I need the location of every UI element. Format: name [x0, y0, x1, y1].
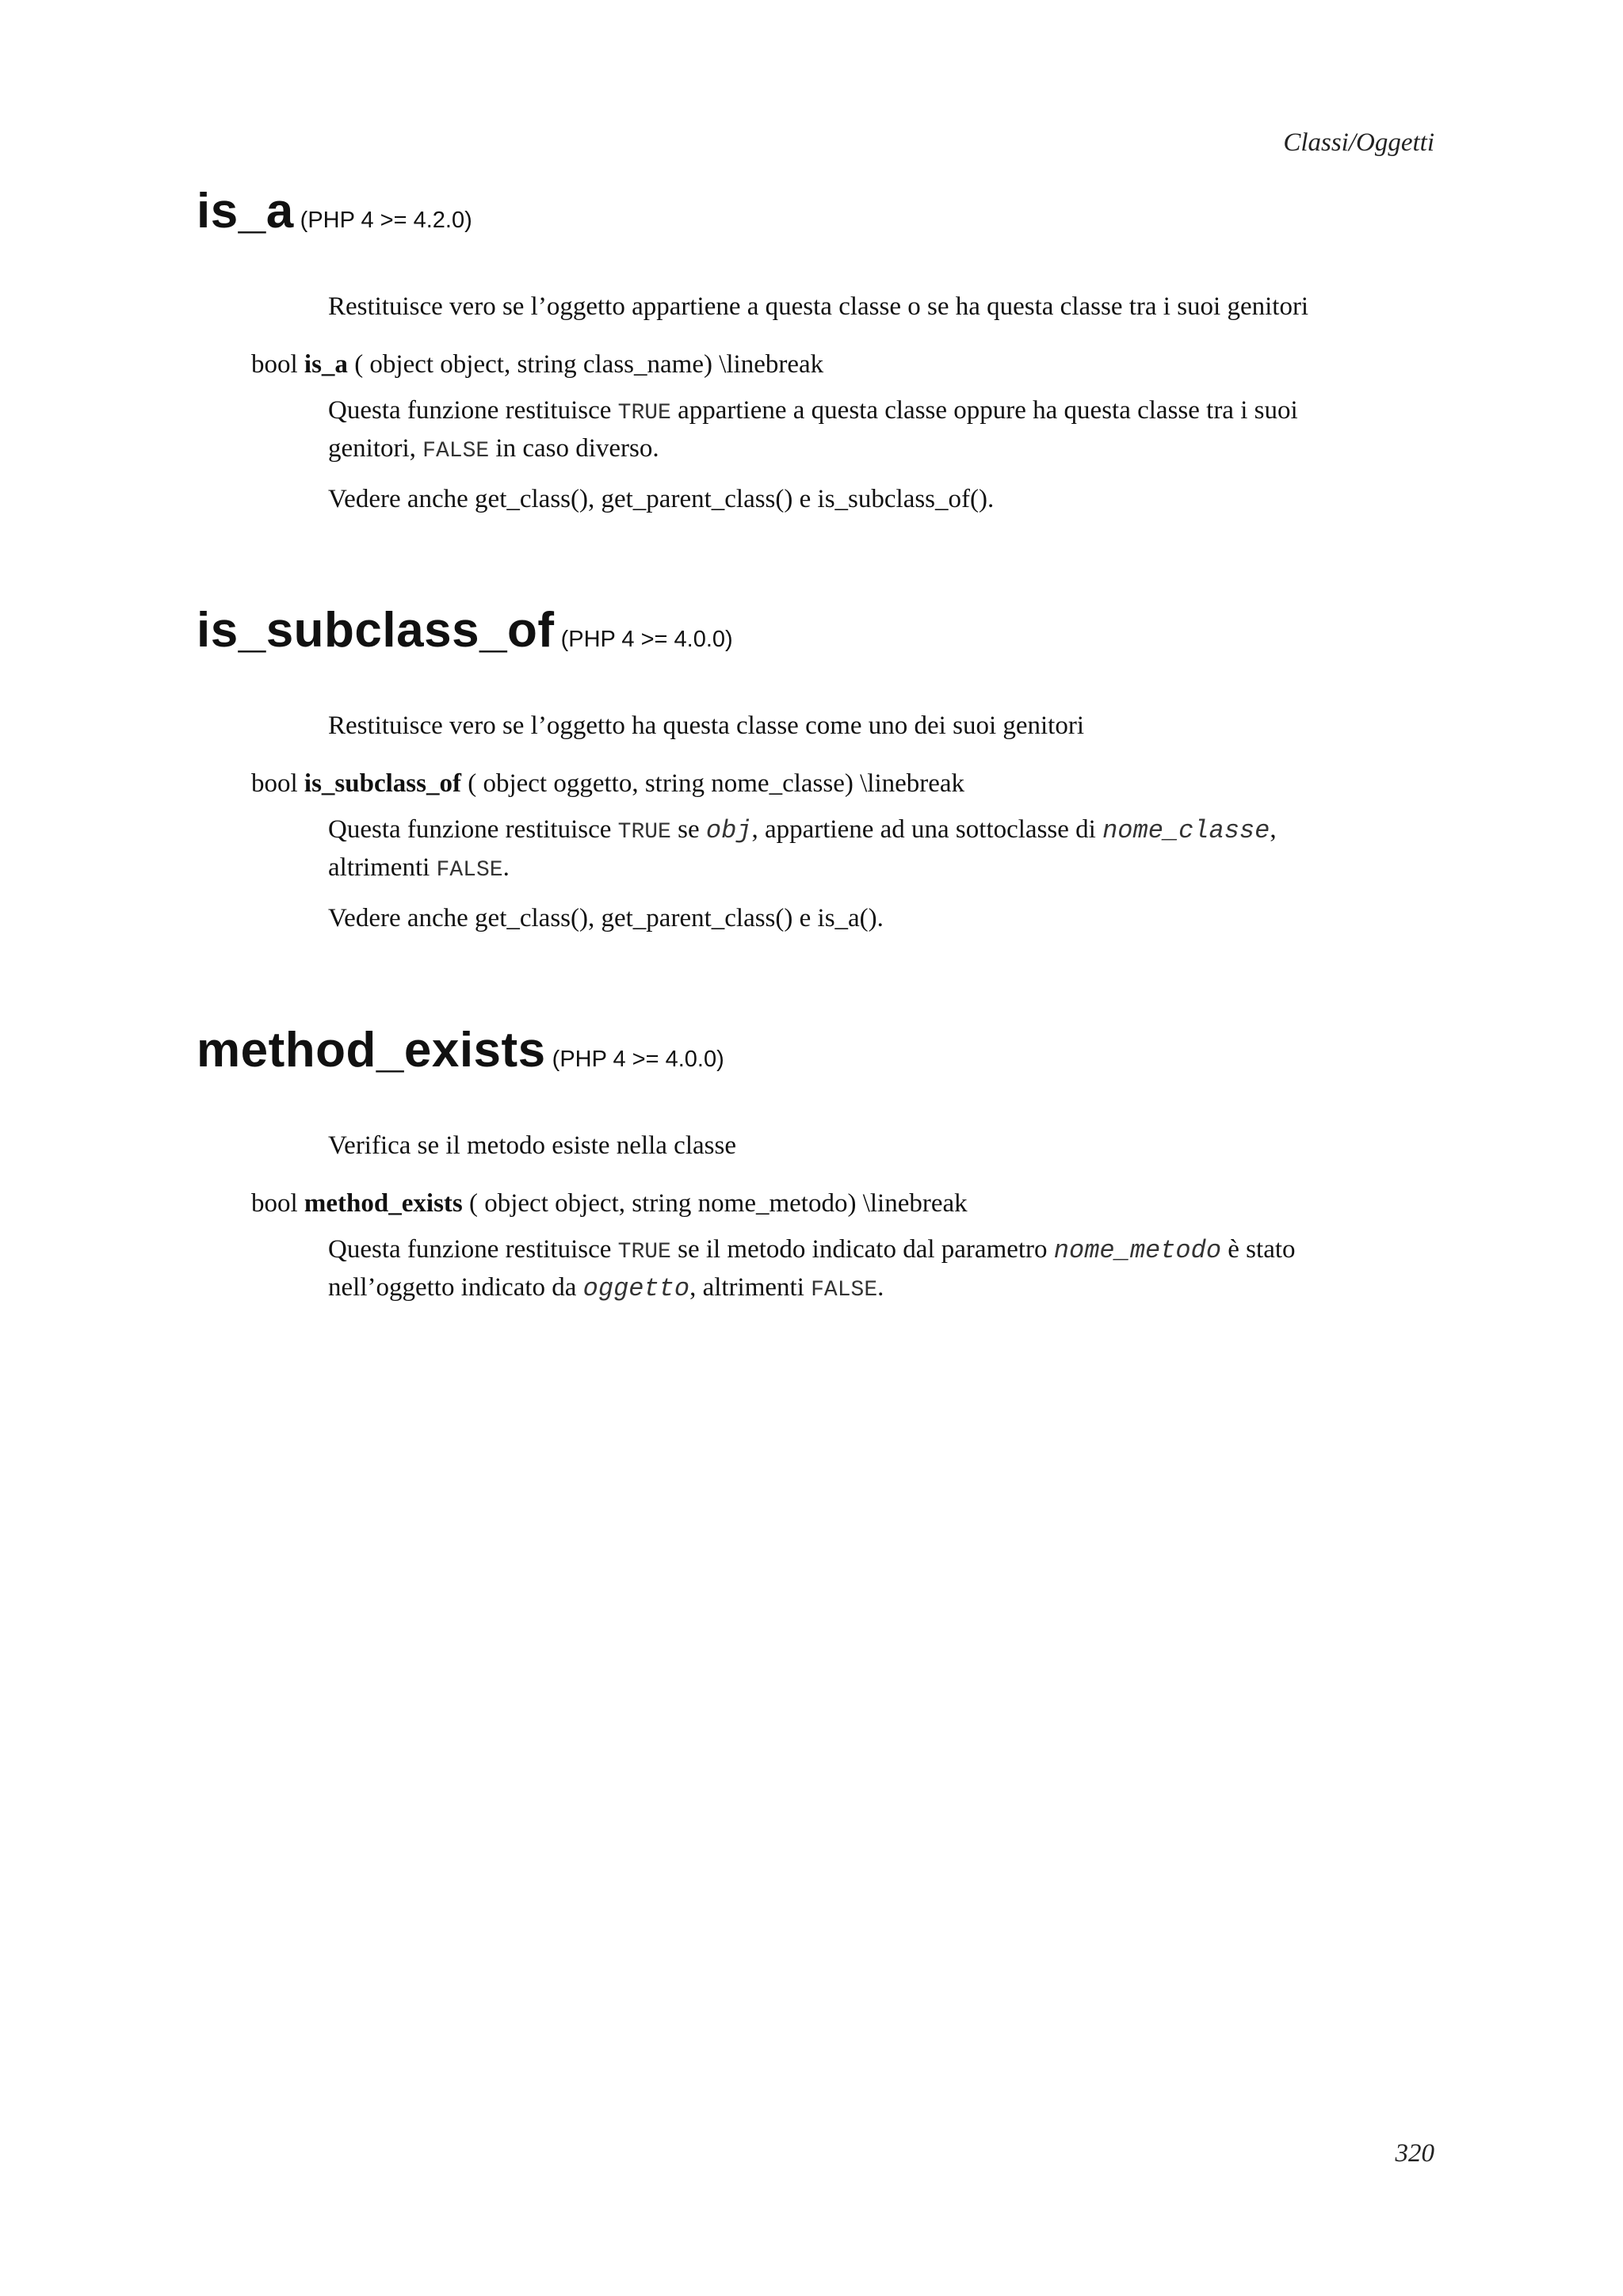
- parameter-obj: obj: [705, 815, 752, 845]
- entry-is-a: [197, 184, 1433, 517]
- purpose-text: Verifica se il metodo esiste nella classe: [328, 1131, 736, 1160]
- description-text: è stato nell’oggetto indicato da: [328, 1234, 1296, 1302]
- description-text: se: [678, 814, 700, 844]
- see-also: Vedere anche get_class(), get_parent_class() e is_a().: [328, 903, 884, 933]
- function-name-heading: is_subclass_of: [197, 603, 555, 658]
- return-type: bool: [251, 769, 298, 798]
- description-paragraph: [328, 393, 1350, 469]
- function-name-heading: method_exists: [197, 1023, 546, 1077]
- function-synopsis: [251, 767, 1433, 801]
- parameter-nome-classe: nome_classe: [1102, 815, 1270, 845]
- description-text: , appartiene ad una sottoclasse di: [751, 814, 1096, 844]
- description-text: in caso diverso.: [495, 433, 659, 463]
- description-paragraph: [328, 1232, 1350, 1308]
- synopsis-function-name: is_subclass_of: [304, 769, 461, 798]
- constant-true: TRUE: [617, 1239, 671, 1264]
- description-text: .: [877, 1272, 884, 1302]
- function-synopsis: [251, 1187, 1433, 1221]
- purpose-text: Restituisce vero se l’oggetto ha questa classe come uno dei suoi genitori: [328, 711, 1085, 740]
- purpose-text: Restituisce vero se l’oggetto appartiene a questa classe o se ha questa classe tra i suoi genitori: [328, 292, 1309, 321]
- constant-false: FALSE: [436, 857, 503, 883]
- constant-true: TRUE: [617, 819, 671, 845]
- constant-false: FALSE: [811, 1277, 878, 1302]
- description-text: Questa funzione restituisce: [328, 1234, 612, 1264]
- parameter-oggetto: oggetto: [582, 1273, 690, 1303]
- entry-is-subclass-of: [197, 603, 1433, 936]
- entry-method-exists: [197, 1023, 1433, 1308]
- entry-title: [197, 603, 1433, 658]
- entry-title: [197, 1023, 1433, 1077]
- return-type: bool: [251, 1188, 298, 1218]
- parameter-nome-metodo: nome_metodo: [1053, 1235, 1222, 1265]
- synopsis-function-name: method_exists: [304, 1188, 463, 1218]
- page-number: 320: [1395, 2139, 1434, 2168]
- description-text: , altrimenti: [328, 814, 1277, 882]
- function-synopsis: [251, 348, 1433, 382]
- function-name-heading: is_a: [197, 184, 294, 238]
- see-also: Vedere anche get_class(), get_parent_class() e is_subclass_of().: [328, 484, 995, 513]
- description-text: , altrimenti: [689, 1272, 804, 1302]
- synopsis-params: ( object object, string nome_metodo) \linebreak: [469, 1188, 968, 1218]
- description-text: appartiene a questa classe oppure ha questa classe tra i suoi genitori,: [328, 395, 1298, 463]
- description-text: Questa funzione restituisce: [328, 395, 612, 425]
- return-type: bool: [251, 349, 298, 379]
- synopsis-params: ( object oggetto, string nome_classe) \linebreak: [468, 769, 965, 798]
- synopsis-function-name: is_a: [304, 349, 348, 379]
- entry-title: [197, 184, 1433, 238]
- synopsis-params: ( object object, string class_name) \linebreak: [354, 349, 824, 379]
- version-note: (PHP 4 >= 4.0.0): [552, 1047, 724, 1072]
- version-note: (PHP 4 >= 4.2.0): [300, 208, 472, 233]
- running-header: Classi/Oggetti: [1283, 128, 1434, 157]
- constant-true: TRUE: [617, 400, 671, 425]
- description-text: Questa funzione restituisce: [328, 814, 612, 844]
- description-text: .: [502, 852, 510, 882]
- version-note: (PHP 4 >= 4.0.0): [560, 627, 733, 652]
- description-paragraph: [328, 812, 1350, 888]
- description-text: se il metodo indicato dal parametro: [678, 1234, 1048, 1264]
- constant-false: FALSE: [422, 438, 490, 463]
